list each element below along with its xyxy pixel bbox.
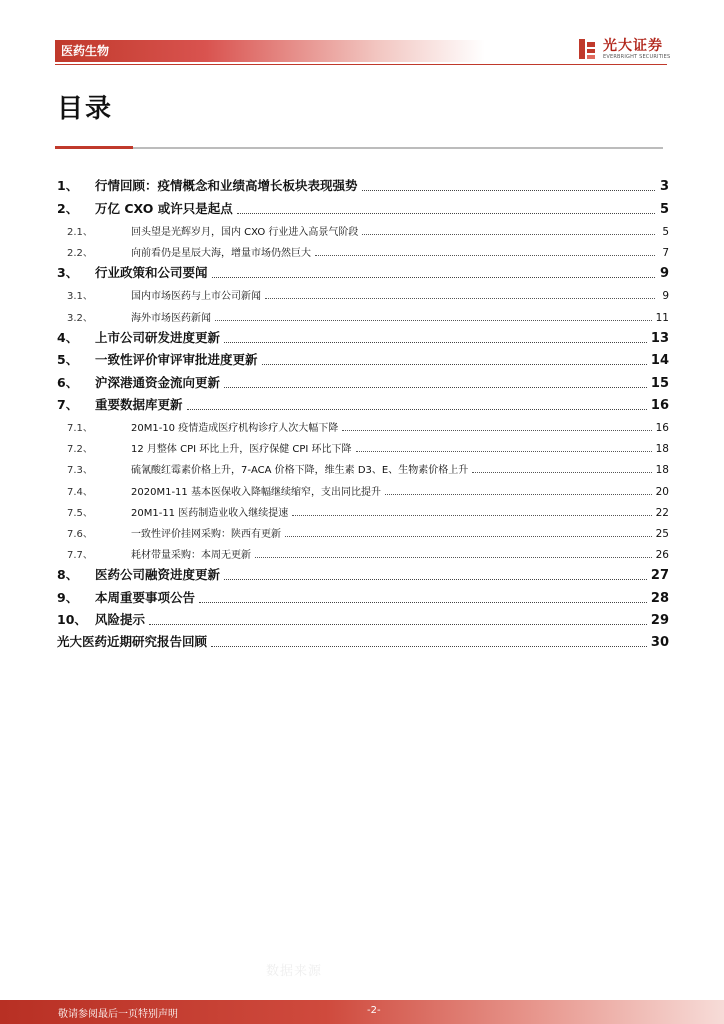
toc-page-number[interactable]: 26	[655, 549, 669, 562]
toc-dot-leader	[215, 319, 652, 321]
toc-entry[interactable]	[57, 324, 669, 346]
toc-page-number[interactable]: 22	[655, 506, 669, 519]
toc-entry-number: 7.6、	[67, 528, 93, 540]
toc-entry-title[interactable]: 行业政策和公司要闻	[95, 265, 208, 281]
toc-entry-number: 7.4、	[67, 486, 93, 498]
toc-subentry[interactable]	[57, 238, 669, 259]
toc-entry-title[interactable]: 海外市场医药新闻	[131, 312, 211, 324]
toc-entry-title[interactable]: 2020M1-11 基本医保收入降幅继续缩窄，支出同比提升	[131, 486, 381, 498]
toc-subentry[interactable]	[57, 281, 669, 302]
toc-page-number[interactable]: 20	[655, 485, 669, 498]
toc-entry-title[interactable]: 向前看仍是星辰大海，增量市场仍然巨大	[131, 247, 311, 259]
toc-page-number[interactable]: 3	[659, 179, 669, 195]
toc-entry-title[interactable]: 一致性评价审评审批进度更新	[95, 352, 258, 368]
toc-entry-number: 9、	[57, 589, 79, 605]
page-number: -2-	[367, 1005, 381, 1016]
toc-subentry[interactable]	[57, 302, 669, 323]
toc-entry-number: 3、	[57, 265, 79, 281]
table-of-contents	[57, 172, 669, 650]
toc-dot-leader	[265, 297, 655, 299]
toc-subentry[interactable]	[57, 434, 669, 455]
toc-entry-title[interactable]: 重要数据库更新	[95, 396, 183, 412]
toc-subentry[interactable]	[57, 413, 669, 434]
toc-entry[interactable]	[57, 583, 669, 605]
toc-subentry[interactable]	[57, 498, 669, 519]
toc-entry-number: 2、	[57, 200, 79, 216]
toc-entry-title[interactable]: 20M1-11 医药制造业收入继续提速	[131, 507, 289, 519]
toc-dot-leader	[342, 429, 651, 431]
toc-dot-leader	[262, 363, 647, 365]
disclaimer-note: 敬请参阅最后一页特别声明	[58, 1009, 178, 1020]
toc-entry-title[interactable]: 沪深港通资金流向更新	[95, 374, 221, 390]
toc-subentry[interactable]	[57, 455, 669, 476]
toc-entry[interactable]	[57, 194, 669, 216]
toc-entry[interactable]	[57, 346, 669, 368]
toc-dot-leader	[224, 578, 647, 580]
toc-entry[interactable]	[57, 172, 669, 194]
toc-dot-leader	[356, 450, 652, 452]
toc-entry-title[interactable]: 万亿 CXO 或许只是起点	[95, 200, 233, 216]
toc-page-number[interactable]: 16	[650, 397, 669, 413]
toc-entry-number: 2.1、	[67, 226, 93, 238]
toc-subentry[interactable]	[57, 540, 669, 561]
toc-entry-number: 3.1、	[67, 291, 93, 303]
toc-page-number[interactable]: 5	[659, 201, 669, 217]
toc-page-number[interactable]: 18	[655, 464, 669, 477]
company-logo	[576, 35, 672, 65]
toc-page-number[interactable]: 28	[650, 590, 669, 606]
toc-entry-title[interactable]: 硫氰酸红霉素价格上升，7-ACA 价格下降，维生素 D3、E、生物素价格上升	[131, 465, 469, 477]
toc-dot-leader	[292, 514, 651, 516]
toc-entry-title[interactable]: 一致性评价挂网采购：陕西有更新	[131, 528, 281, 540]
toc-page-number[interactable]: 5	[662, 225, 669, 238]
toc-page-number[interactable]: 14	[650, 353, 669, 369]
toc-entry-title[interactable]: 回头望是光辉岁月，国内 CXO 行业进入高景气阶段	[131, 226, 359, 238]
toc-page-number[interactable]: 7	[662, 246, 669, 259]
toc-entry-number: 3.2、	[67, 312, 93, 324]
toc-dot-leader	[199, 601, 647, 603]
toc-entry-number: 1、	[57, 178, 79, 194]
toc-entry-title[interactable]: 行情回顾：疫情概念和业绩高增长板块表现强势	[95, 178, 358, 194]
toc-dot-leader	[255, 556, 652, 558]
toc-entry-number: 4、	[57, 329, 79, 345]
toc-entry[interactable]	[57, 391, 669, 413]
toc-entry[interactable]	[57, 606, 669, 628]
toc-dot-leader	[212, 276, 655, 278]
toc-dot-leader	[224, 341, 647, 343]
header-band	[55, 40, 485, 62]
logo-name: 光大证券	[603, 38, 663, 54]
toc-entry-title[interactable]: 医药公司融资进度更新	[95, 567, 221, 583]
toc-entry-title[interactable]: 12 月整体 CPI 环比上升，医疗保健 CPI 环比下降	[131, 444, 352, 456]
section-label: 医药生物	[61, 44, 110, 58]
everbright-logo-icon	[576, 37, 598, 61]
toc-dot-leader	[362, 189, 655, 191]
toc-entry[interactable]	[57, 561, 669, 583]
toc-dot-leader	[211, 645, 647, 647]
toc-entry-number: 7、	[57, 396, 79, 412]
toc-dot-leader	[285, 535, 652, 537]
toc-entry-title[interactable]: 20M1-10 疫情造成医疗机构诊疗人次大幅下降	[131, 423, 339, 435]
toc-entry-number: 2.2、	[67, 247, 93, 259]
toc-dot-leader	[149, 623, 647, 625]
toc-dot-leader	[385, 493, 652, 495]
toc-page-number[interactable]: 11	[655, 311, 669, 324]
toc-entry-title[interactable]: 风险提示	[95, 612, 146, 628]
toc-entry[interactable]	[57, 368, 669, 390]
toc-dot-leader	[237, 212, 655, 214]
page-title: 目录	[57, 94, 114, 124]
toc-dot-leader	[315, 254, 655, 256]
toc-subentry[interactable]	[57, 519, 669, 540]
title-rule	[133, 147, 663, 149]
toc-page-number[interactable]: 27	[650, 568, 669, 584]
toc-page-number[interactable]: 29	[650, 613, 669, 629]
toc-entry-number: 8、	[57, 567, 79, 583]
toc-page-number[interactable]: 18	[655, 443, 669, 456]
toc-entry-title[interactable]: 光大医药近期研究报告回顾	[57, 634, 208, 650]
toc-page-number[interactable]: 9	[659, 266, 669, 282]
toc-entry-number: 5、	[57, 352, 79, 368]
toc-subentry[interactable]	[57, 476, 669, 497]
toc-page-number[interactable]: 15	[650, 375, 669, 391]
toc-entry-title[interactable]: 上市公司研发进度更新	[95, 329, 221, 345]
toc-page-number[interactable]: 9	[662, 290, 669, 303]
toc-entry-number: 10、	[57, 612, 87, 628]
toc-entry-number: 7.5、	[67, 507, 93, 519]
title-rule-accent	[55, 146, 133, 149]
toc-page-number[interactable]: 13	[650, 330, 669, 346]
toc-entry-title[interactable]: 耗材带量采购：本周无更新	[131, 550, 251, 562]
toc-page-number[interactable]: 25	[655, 527, 669, 540]
toc-entry-number: 7.2、	[67, 444, 93, 456]
logo-english: EVERBRIGHT SECURITIES	[603, 54, 671, 60]
toc-page-number[interactable]: 30	[650, 635, 669, 651]
toc-entry-number: 7.1、	[67, 423, 93, 435]
toc-entry-title[interactable]: 本周重要事项公告	[95, 589, 196, 605]
toc-entry-title[interactable]: 国内市场医药与上市公司新闻	[131, 291, 261, 303]
toc-dot-leader	[224, 386, 647, 388]
toc-page-number[interactable]: 16	[655, 422, 669, 435]
toc-entry-number: 6、	[57, 374, 79, 390]
toc-entry[interactable]	[57, 259, 669, 281]
toc-entry-number: 7.3、	[67, 465, 93, 477]
toc-dot-leader	[362, 233, 655, 235]
toc-subentry[interactable]	[57, 217, 669, 238]
toc-entry-number: 7.7、	[67, 550, 93, 562]
toc-dot-leader	[187, 408, 647, 410]
toc-dot-leader	[472, 471, 651, 473]
watermark: 数据来源	[266, 964, 323, 979]
toc-entry[interactable]	[57, 628, 669, 650]
